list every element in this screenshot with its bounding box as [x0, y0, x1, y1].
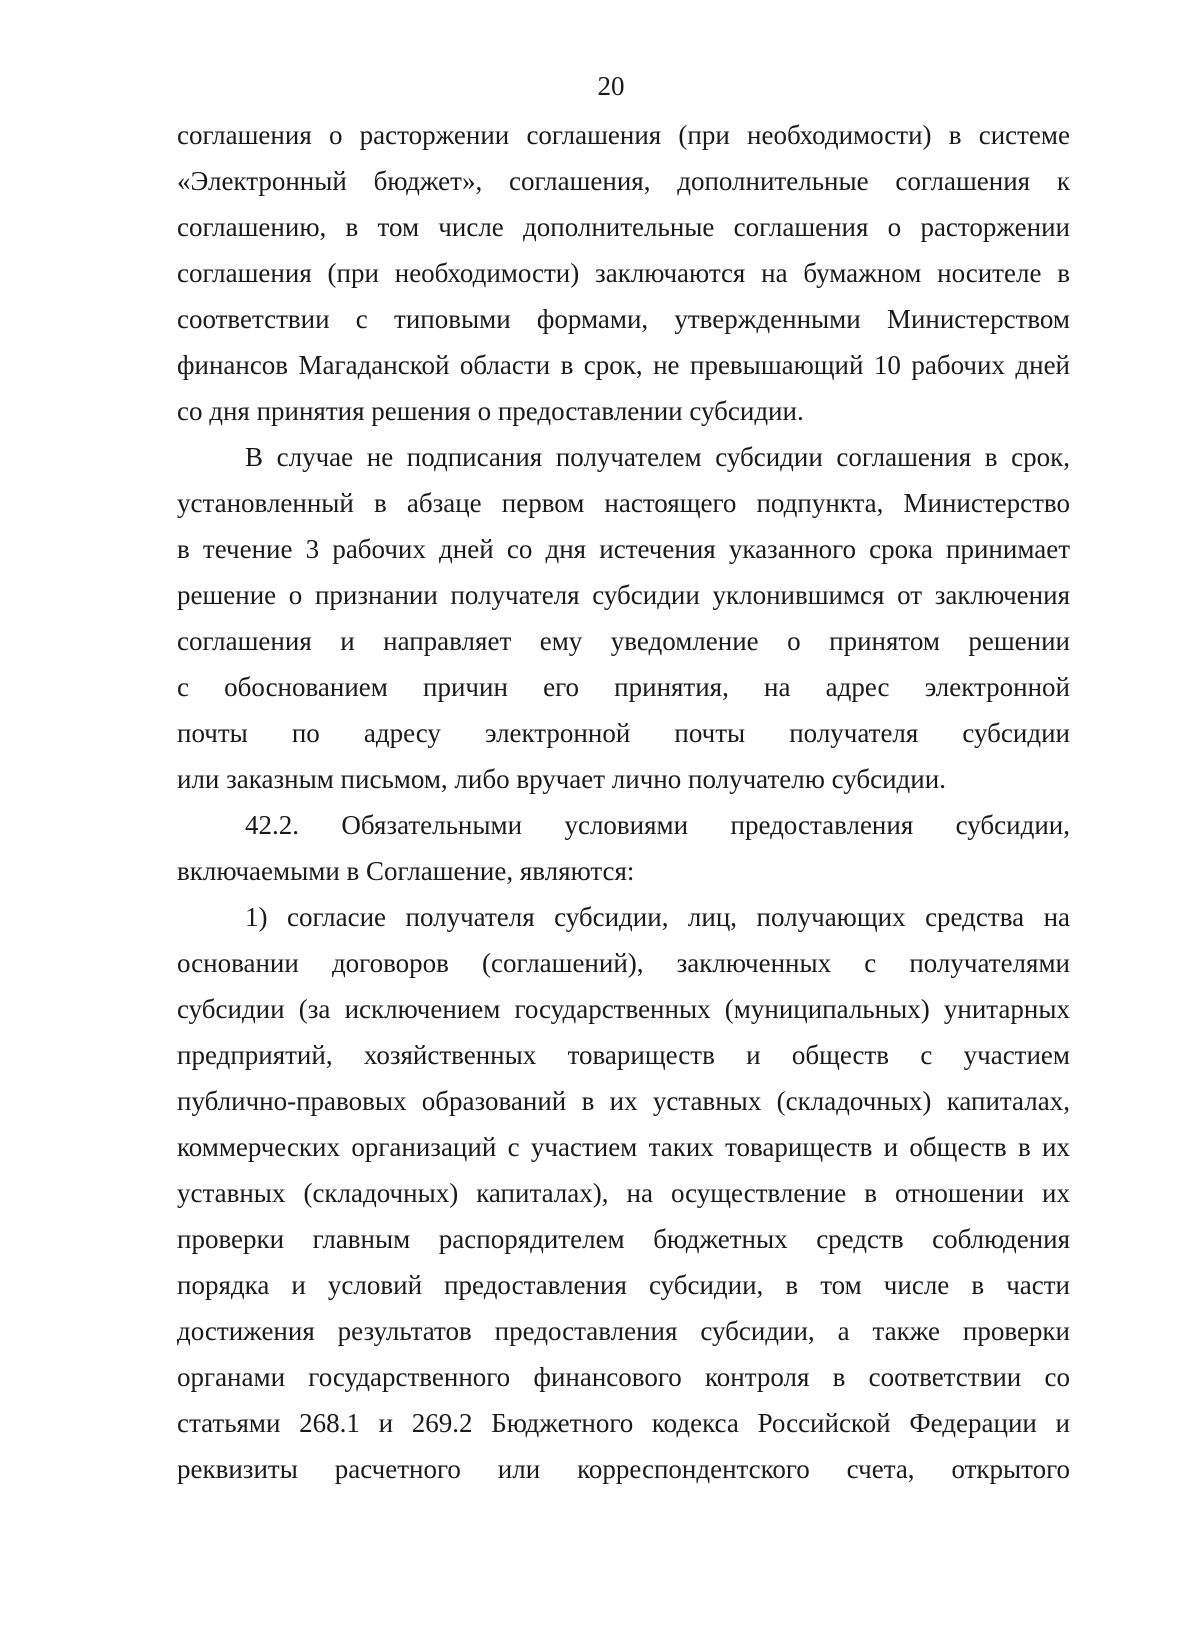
text-line: публично-правовых образований в их уставных (складочных) капиталах,	[177, 1086, 1070, 1116]
clause-heading-line: 42.2. Обязательными условиями предоставления субсидии,	[245, 810, 1070, 840]
text-line: решение о признании получателя субсидии уклонившимся от заключения	[177, 580, 1070, 610]
text-line: почты по адресу электронной почты получателя субсидии	[177, 718, 1070, 748]
text-line: коммерческих организаций с участием таких товариществ и обществ в их	[177, 1132, 1070, 1162]
text-line: установленный в абзаце первом настоящего подпункта, Министерство	[177, 488, 1070, 518]
text-line: соглашения (при необходимости) заключаются на бумажном носителе в	[177, 258, 1070, 288]
page-number: 20	[597, 71, 625, 101]
text-line: проверки главным распорядителем бюджетных средств соблюдения	[177, 1224, 1070, 1254]
text-line: уставных (складочных) капиталах), на осуществление в отношении их	[177, 1178, 1070, 1208]
text-line: включаемыми в Соглашение, являются:	[177, 856, 635, 886]
text-line: достижения результатов предоставления субсидии, а также проверки	[177, 1316, 1070, 1346]
text-line: соглашения и направляет ему уведомление о принятом решении	[177, 626, 1070, 656]
text-line: финансов Магаданской области в срок, не превышающий 10 рабочих дней	[177, 350, 1070, 380]
text-line: реквизиты расчетного или корреспондентского счета, открытого	[177, 1454, 1070, 1484]
text-line: субсидии (за исключением государственных (муниципальных) унитарных	[177, 994, 1070, 1024]
text-line: в течение 3 рабочих дней со дня истечения указанного срока принимает	[177, 534, 1070, 564]
text-line: статьями 268.1 и 269.2 Бюджетного кодекса Российской Федерации и	[177, 1408, 1070, 1438]
text-line: предприятий, хозяйственных товариществ и обществ с участием	[177, 1040, 1070, 1070]
text-line: органами государственного финансового контроля в соответствии со	[177, 1362, 1070, 1392]
paragraph-first-line: В случае не подписания получателем субсидии соглашения в срок,	[245, 442, 1070, 472]
text-line: соответствии с типовыми формами, утвержденными Министерством	[177, 304, 1070, 334]
list-item-first-line: 1) согласие получателя субсидии, лиц, получающих средства на	[245, 902, 1070, 932]
text-line: основании договоров (соглашений), заключенных с получателями	[177, 948, 1070, 978]
text-line: «Электронный бюджет», соглашения, дополнительные соглашения к	[177, 166, 1070, 196]
text-line: соглашению, в том числе дополнительные соглашения о расторжении	[177, 212, 1070, 242]
text-line: со дня принятия решения о предоставлении субсидии.	[177, 396, 804, 426]
text-line: соглашения о расторжении соглашения (при необходимости) в системе	[177, 120, 1070, 150]
text-line: порядка и условий предоставления субсидии, в том числе в части	[177, 1270, 1070, 1300]
text-line: или заказным письмом, либо вручает лично получателю субсидии.	[177, 764, 946, 794]
text-line: с обоснованием причин его принятия, на адрес электронной	[177, 672, 1070, 702]
